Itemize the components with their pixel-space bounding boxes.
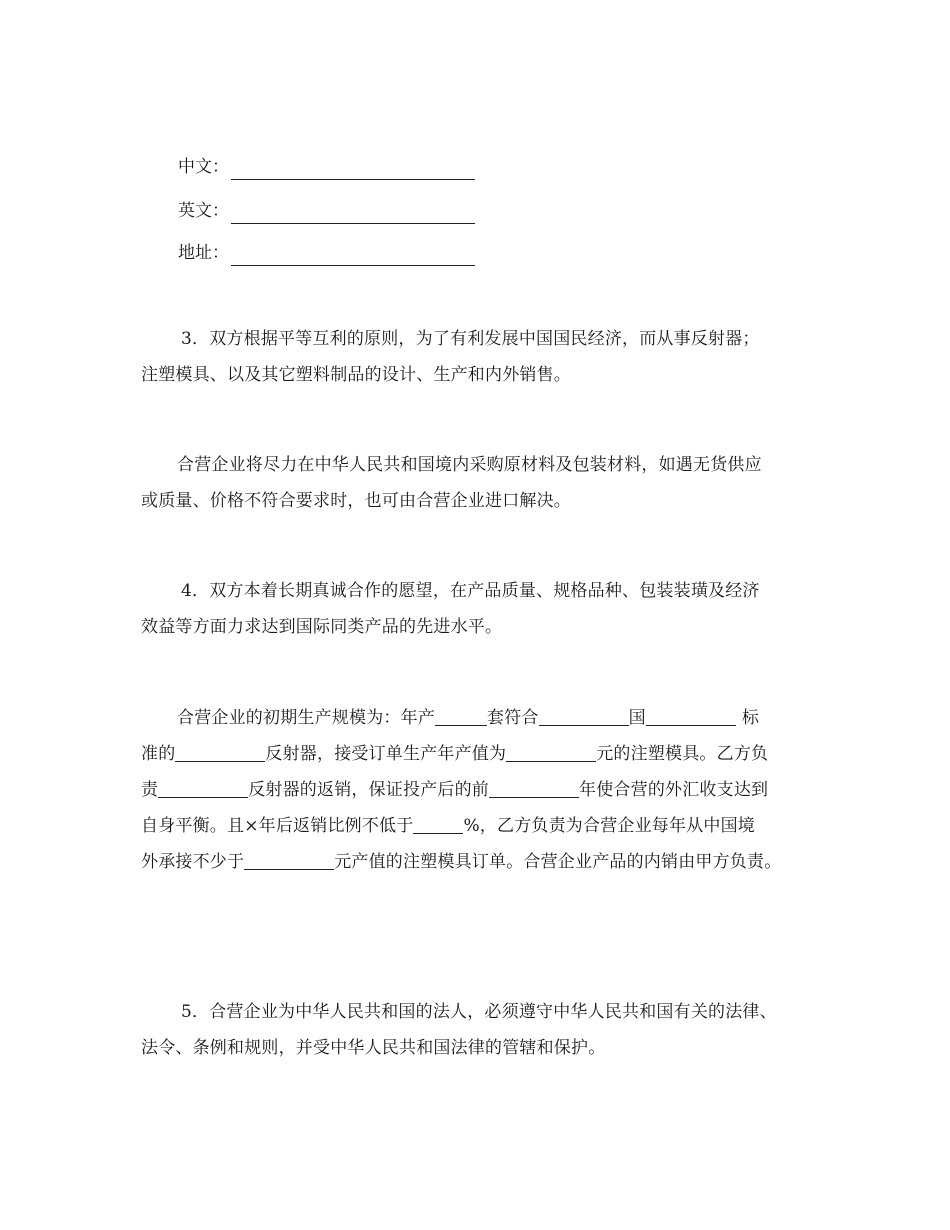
text-segment: 外承接不少于	[141, 852, 245, 872]
blank-line	[244, 849, 334, 870]
blank-line	[231, 245, 475, 266]
paragraph-5	[141, 994, 821, 1066]
paragraph-line: 合营企业将尽力在中华人民共和国境内采购原材料及包装材料，如遇无货供应	[177, 455, 762, 475]
paragraph-line: 或质量、价格不符合要求时，也可由合营企业进口解决。	[141, 491, 571, 511]
paragraph-line	[141, 844, 821, 880]
paragraph-purchase	[141, 447, 821, 519]
text-segment: %，乙方负责为合营企业每年从中国境	[463, 816, 756, 836]
field-address	[178, 240, 475, 266]
blank-line	[231, 159, 475, 180]
blank-line	[506, 741, 596, 762]
field-english-name	[178, 198, 475, 224]
paragraph-line	[141, 700, 821, 736]
text-segment: 自身平衡。且×年后返销比例不低于	[141, 816, 414, 836]
blank-line	[158, 777, 248, 798]
paragraph-line: 4．双方本着长期真诚合作的愿望，在产品质量、规格品种、包装装璜及经济	[181, 581, 760, 601]
blank-line	[489, 777, 579, 798]
paragraph-line: 效益等方面力求达到国际同类产品的先进水平。	[141, 617, 503, 637]
paragraph-line	[141, 736, 821, 772]
blank-line	[539, 705, 629, 726]
paragraph-4	[141, 573, 821, 645]
paragraph-line: 3．双方根据平等互利的原则，为了有利发展中国国民经济，而从事反射器；	[181, 329, 760, 349]
paragraph-line: 注塑模具、以及其它塑料制品的设计、生产和内外销售。	[141, 365, 571, 385]
blank-line	[435, 705, 487, 726]
text-segment: 准的	[141, 744, 176, 764]
paragraph-line: 法令、条例和规则，并受中华人民共和国法律的管辖和保护。	[141, 1038, 606, 1058]
text-segment: 责	[141, 780, 159, 800]
paragraph-3	[141, 321, 821, 393]
text-segment: 合营企业的初期生产规模为：年产	[177, 708, 435, 728]
text-segment: 反射器的返销，保证投产后的前	[248, 780, 490, 800]
paragraph-production-scale	[141, 700, 821, 880]
blank-line	[413, 813, 463, 834]
blank-line	[231, 203, 475, 224]
field-label: 英文：	[178, 201, 229, 221]
text-segment: 反射器，接受订单生产年产值为	[265, 744, 507, 764]
field-label: 中文：	[178, 157, 229, 177]
paragraph-line: 5．合营企业为中华人民共和国的法人，必须遵守中华人民共和国有关的法律、	[181, 1002, 777, 1022]
paragraph-line	[141, 808, 821, 844]
text-segment: 元的注塑模具。乙方负	[596, 744, 769, 764]
text-segment: 年使合营的外汇收支达到	[579, 780, 769, 800]
paragraph-line	[141, 772, 821, 808]
field-label: 地址：	[178, 243, 229, 263]
text-segment: 套符合	[487, 708, 539, 728]
blank-line	[646, 705, 736, 726]
blank-line	[175, 741, 265, 762]
text-segment: 标	[741, 708, 760, 728]
text-segment: 国	[628, 708, 646, 728]
text-segment: 元产值的注塑模具订单。合营企业产品的内销由甲方负责。	[334, 852, 782, 872]
field-chinese-name	[178, 154, 475, 180]
